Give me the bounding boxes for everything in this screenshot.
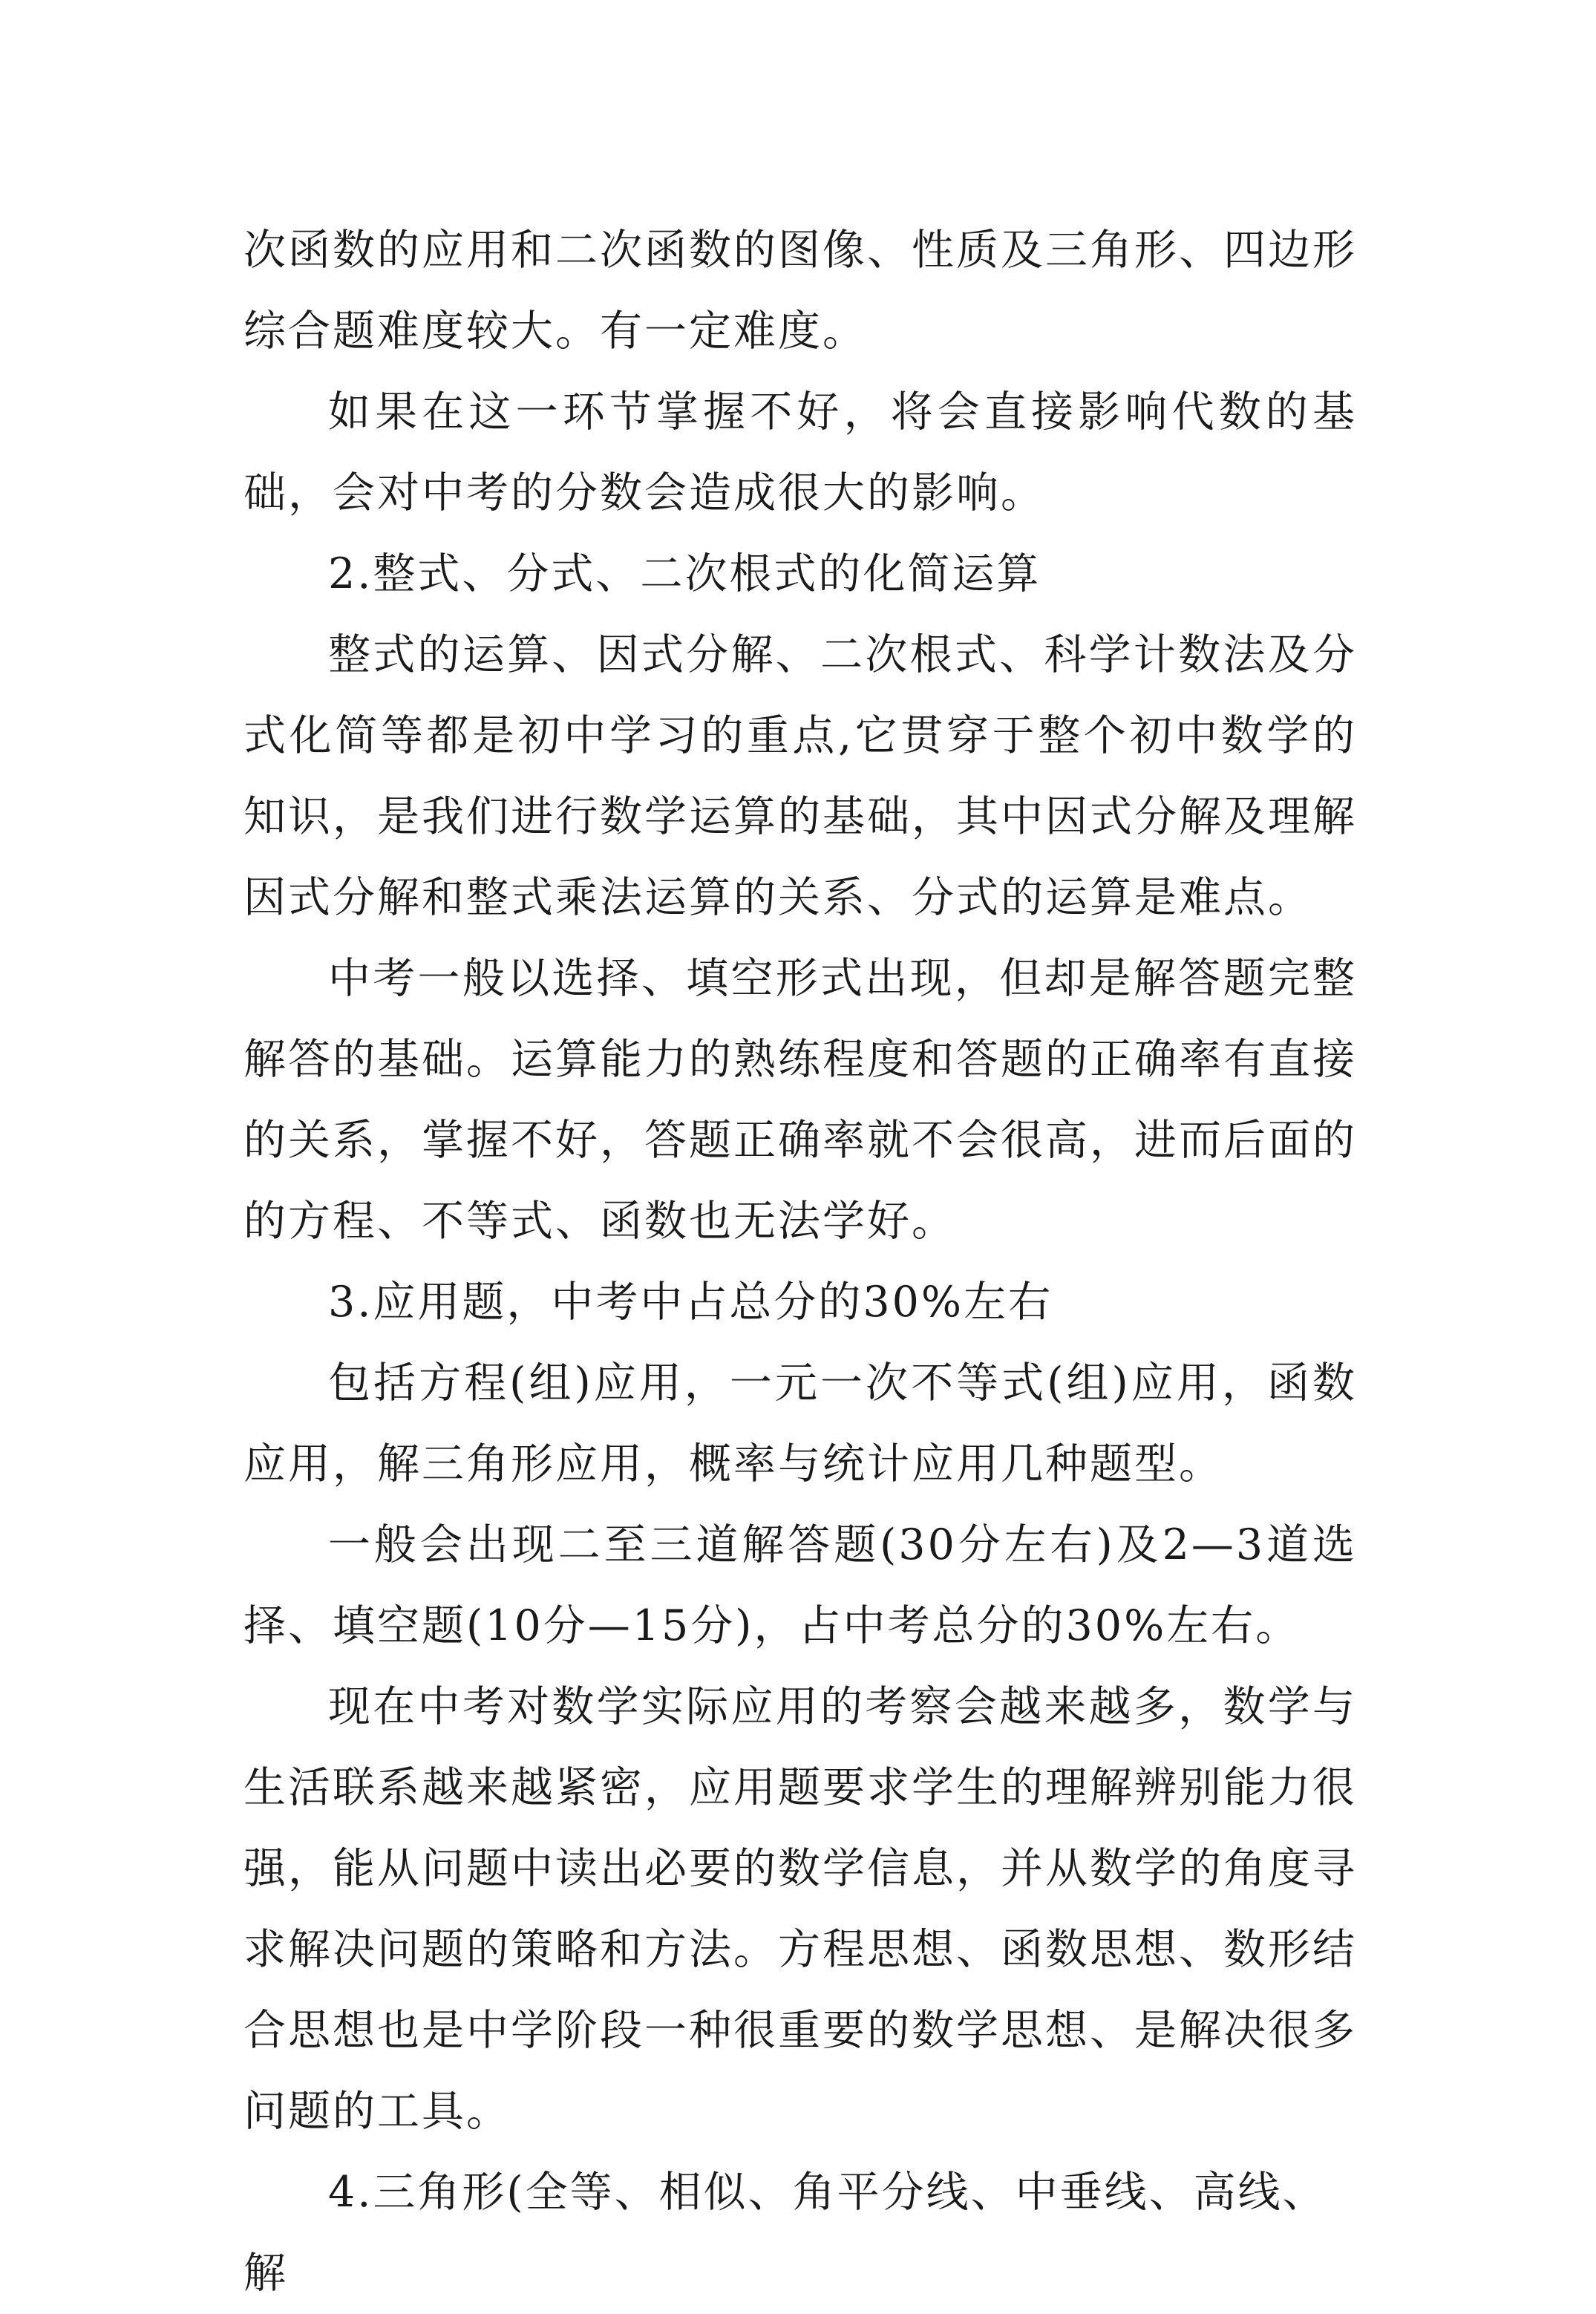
section-heading-4: 4.三角形(全等、相似、角平分线、中垂线、高线、解 [243, 2168, 1327, 2298]
paragraph-exam-format: 中考一般以选择、填空形式出现，但却是解答题完整解答的基础。运算能力的熟练程度和答题的正确率有直接的关系，掌握不好，答题正确率就不会很高，进而后面的的方程、不等式、函数也无法学好。 [243, 954, 1357, 1246]
section-heading-2: 2.整式、分式、二次根式的化简运算 [328, 549, 1041, 598]
document-body [243, 210, 1357, 2314]
paragraph-real-application: 现在中考对数学实际应用的考察会越来越多，数学与生活联系越来越紧密，应用题要求学生的理解辨别能力很强，能从问题中读出必要的数学信息，并从数学的角度寻求解决问题的策略和方法。方程思想、函数思想、数形结合思想也是中学阶段一种很重要的数学思想、是解决很多问题的工具。 [243, 1682, 1357, 2136]
section-heading-3: 3.应用题，中考中占总分的30%左右 [328, 1278, 1053, 1327]
paragraph-algebra-basics: 整式的运算、因式分解、二次根式、科学计数法及分式化简等都是初中学习的重点,它贯穿于整个初中数学的知识，是我们进行数学运算的基础，其中因式分解及理解因式分解和整式乘法运算的关系、分式的运算是难点。 [243, 630, 1357, 922]
paragraph-word-problem-types: 包括方程(组)应用，一元一次不等式(组)应用，函数应用，解三角形应用，概率与统计应用几种题型。 [243, 1359, 1357, 1488]
paragraph-continuation: 次函数的应用和二次函数的图像、性质及三角形、四边形综合题难度较大。有一定难度。 [243, 226, 1357, 356]
paragraph-score-share: 一般会出现二至三道解答题(30分左右)及2—3道选择、填空题(10分—15分)，占中考总分的30%左右。 [243, 1520, 1357, 1650]
paragraph-impact: 如果在这一环节掌握不好，将会直接影响代数的基础，会对中考的分数会造成很大的影响。 [243, 388, 1357, 517]
